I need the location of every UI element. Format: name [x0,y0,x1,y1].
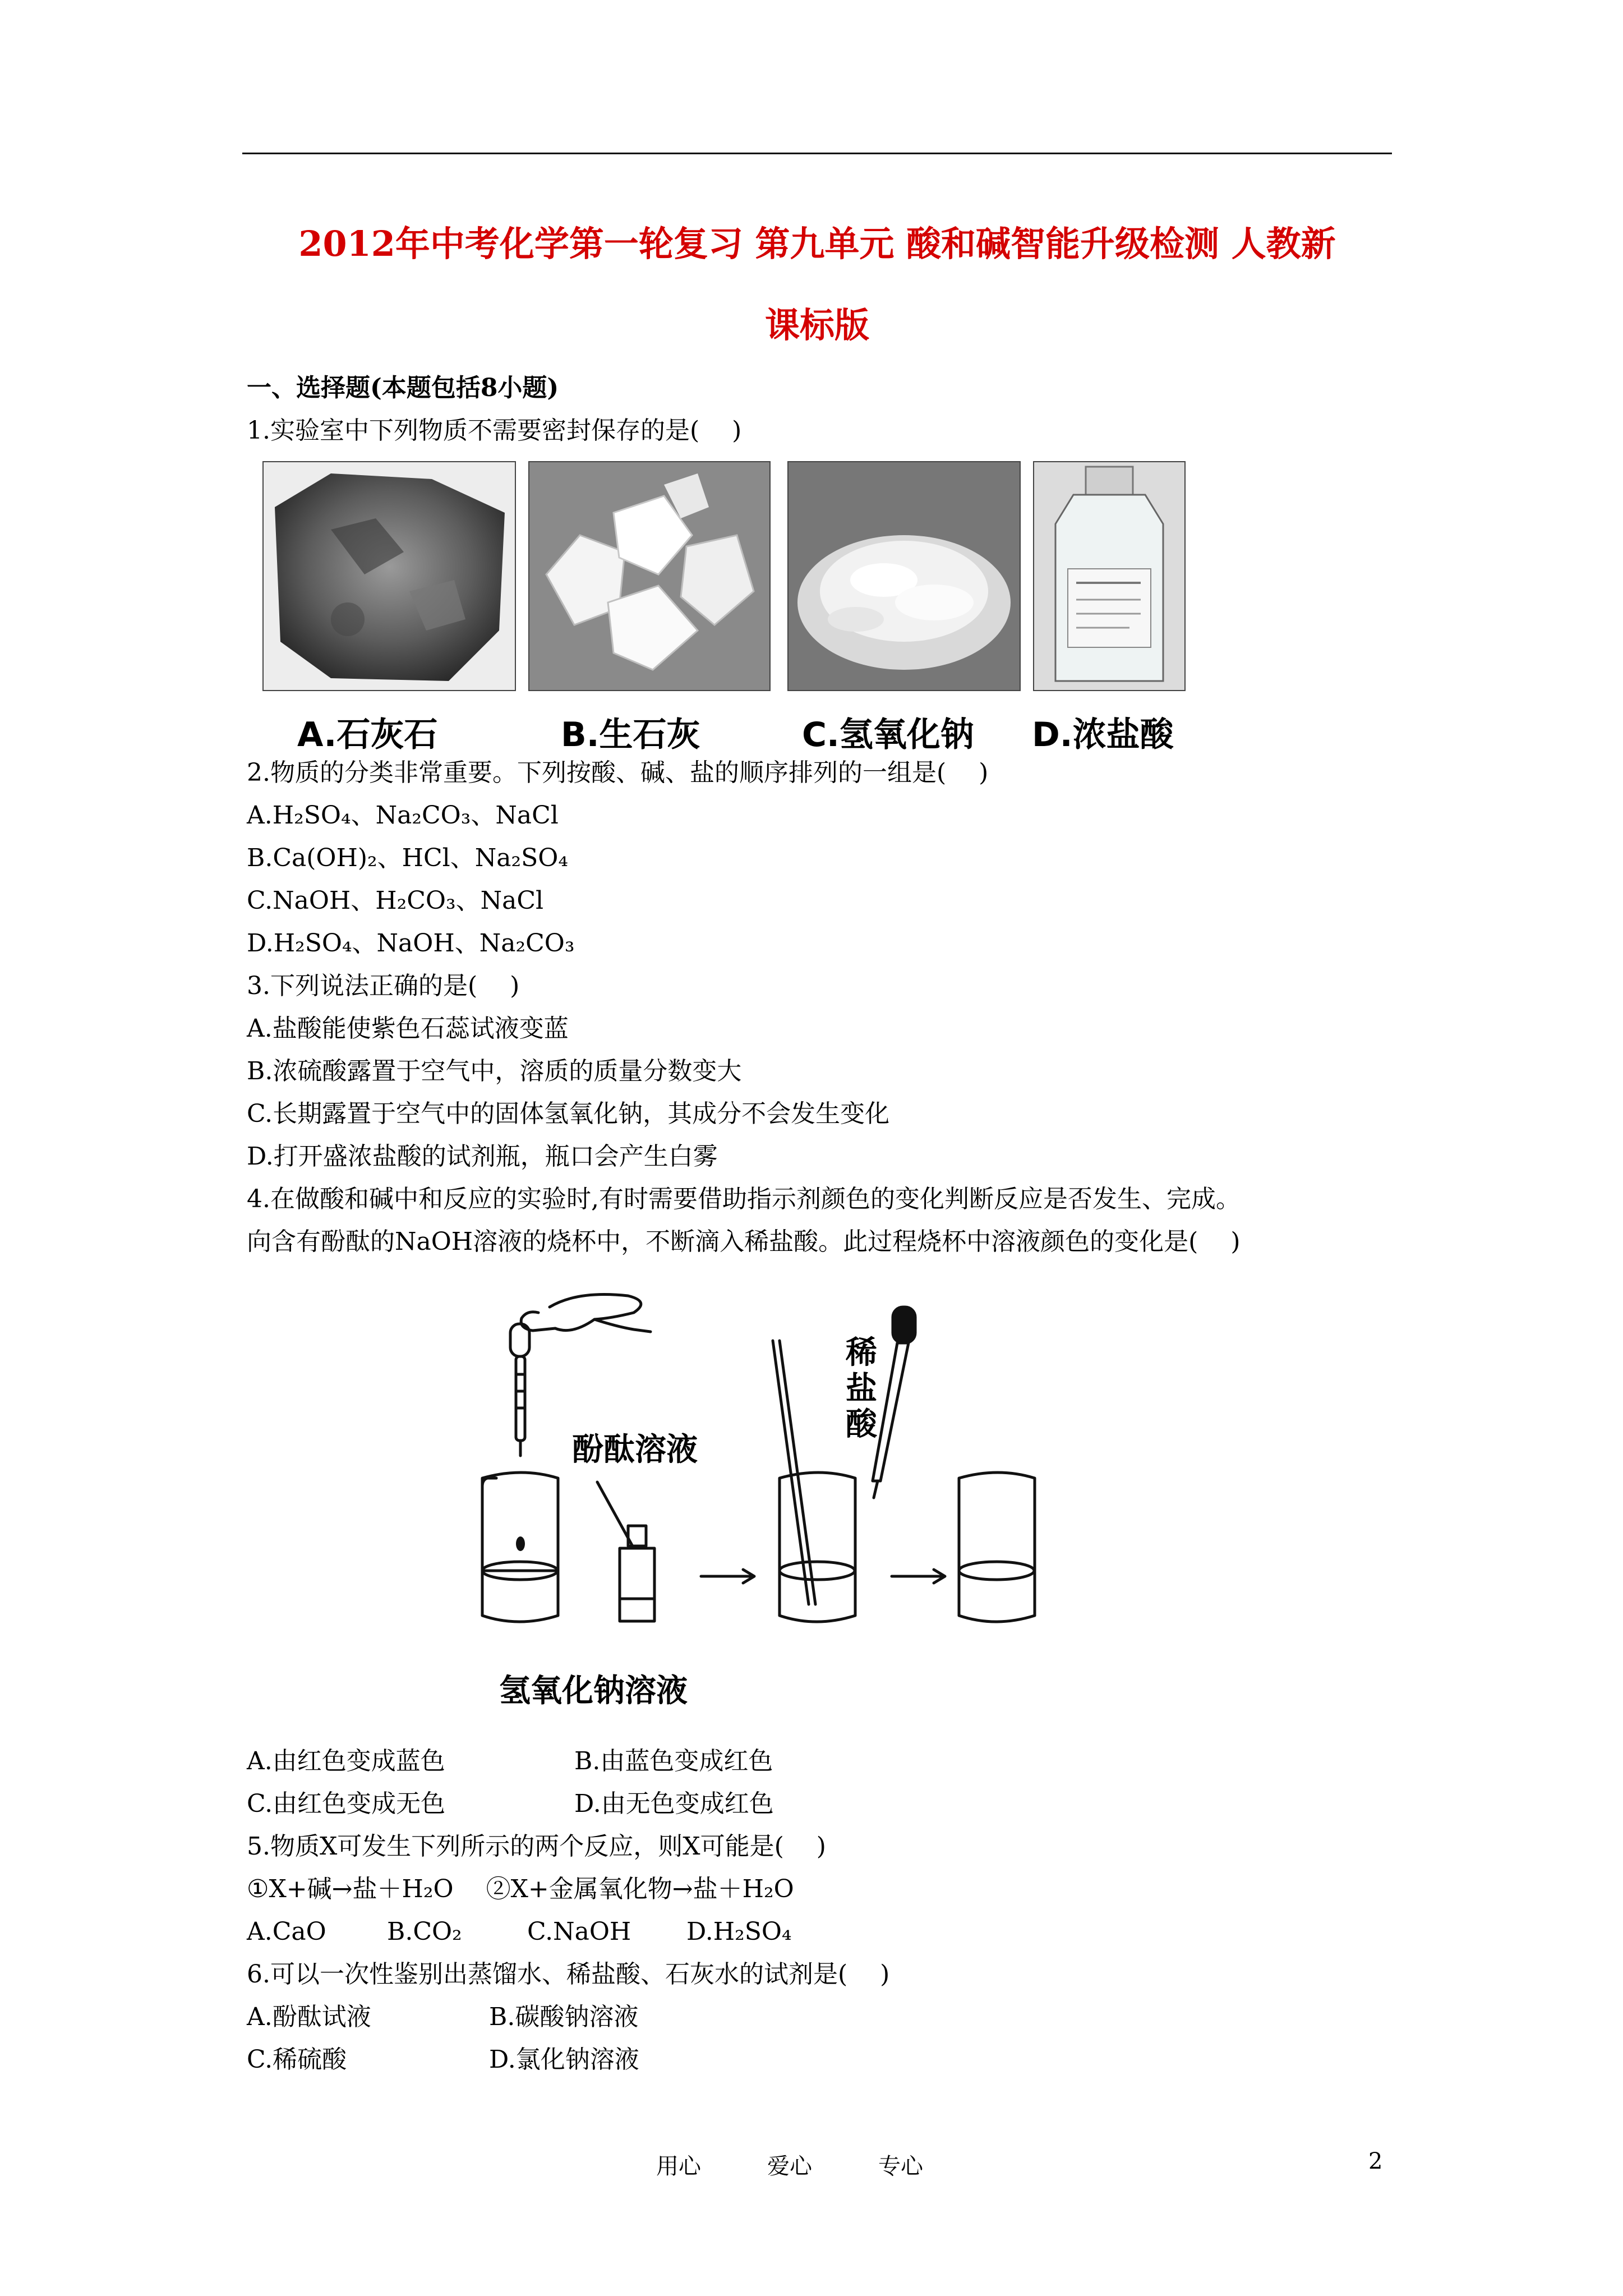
question-2-stem: 2.物质的分类非常重要。下列按酸、碱、盐的顺序排列的一组是( ) [247,758,989,787]
question-2-option-a: A.H₂SO₄、Na₂CO₃、NaCl [247,801,559,830]
question-2-option-b: B.Ca(OH)₂、HCl、Na₂SO₄ [247,844,568,872]
footer-motto-1: 用心 [656,2154,701,2179]
limestone-photo [262,461,516,691]
question-4-option-b: B.由蓝色变成红色 [574,1747,773,1775]
question-5-stem: 5.物质X可发生下列所示的两个反应，则X可能是( ) [247,1832,826,1861]
question-6-option-a: A.酚酞试液 [247,2003,371,2031]
acid-dropper-bulb [893,1307,915,1343]
footer-motto-3: 专心 [878,2154,923,2179]
sodium-hydroxide-photo [787,461,1021,691]
quicklime-photo [528,461,771,691]
question-5-option-c: C.NaOH [527,1917,631,1946]
label-dilute-hydrochloric-acid: 稀盐酸 [846,1335,877,1443]
question-6-option-c: C.稀硫酸 [247,2045,347,2074]
header-rule [242,153,1392,154]
indicator-drop [516,1536,525,1551]
question-6-option-b: B.碳酸钠溶液 [489,2003,639,2031]
beaker-3 [959,1473,1035,1622]
question-3-option-b: B.浓硫酸露置于空气中，溶质的质量分数变大 [247,1057,742,1085]
question-4-option-d: D.由无色变成红色 [574,1789,774,1818]
question-4-option-a: A.由红色变成蓝色 [247,1747,445,1775]
caption-c-sodium-hydroxide: C.氢氧化钠 [802,715,974,754]
neutralization-experiment-diagram [465,1285,1183,1728]
caption-a-limestone: A.石灰石 [297,715,438,754]
question-4-stem-line-1: 4.在做酸和碱中和反应的实验时,有时需要借助指示剂颜色的变化判断反应是否发生、完成。 [247,1185,1241,1213]
question-4-option-c: C.由红色变成无色 [247,1789,446,1818]
question-5-option-b: B.CO₂ [387,1917,462,1946]
hand-outline [550,1295,651,1332]
question-1-stem: 1.实验室中下列物质不需要密封保存的是( ) [247,416,742,445]
hydrochloric-acid-bottle-photo [1033,461,1186,691]
page-title-line-1: 2012年中考化学第一轮复习 第九单元 酸和碱智能升级检测 人教新 [298,223,1336,264]
indicator-bottle [620,1548,654,1621]
label-sodium-hydroxide-solution: 氢氧化钠溶液 [499,1673,688,1709]
beaker-2 [780,1473,855,1622]
caption-d-hydrochloric-acid: D.浓盐酸 [1032,715,1174,754]
question-5-reactions: ①X+碱→盐＋H₂O ②X+金属氧化物→盐＋H₂O [247,1875,794,1903]
dropper-tube [516,1356,525,1441]
question-2-option-d: D.H₂SO₄、NaOH、Na₂CO₃ [247,929,575,958]
question-6-option-d: D.氯化钠溶液 [489,2045,639,2074]
question-5-option-a: A.CaO [247,1917,326,1946]
question-4-stem-line-2: 向含有酚酞的NaOH溶液的烧杯中，不断滴入稀盐酸。此过程烧杯中溶液颜色的变化是( ) [247,1227,1241,1256]
question-3-option-a: A.盐酸能使紫色石蕊试液变蓝 [247,1014,569,1043]
footer-motto-2: 爱心 [767,2154,812,2179]
question-6-stem: 6.可以一次性鉴别出蒸馏水、稀盐酸、石灰水的试剂是( ) [247,1960,890,1989]
question-3-stem: 3.下列说法正确的是( ) [247,972,520,1000]
question-5-option-d: D.H₂SO₄ [686,1917,792,1946]
page-title-line-2: 课标版 [764,305,869,346]
label-phenolphthalein-solution: 酚酞溶液 [572,1432,698,1468]
question-3-option-c: C.长期露置于空气中的固体氢氧化钠，其成分不会发生变化 [247,1099,890,1128]
question-3-option-d: D.打开盛浓盐酸的试剂瓶，瓶口会产生白雾 [247,1142,718,1171]
section-heading: 一、选择题(本题包括8小题) [247,374,559,402]
page-number: 2 [1368,2148,1383,2174]
caption-b-quicklime: B.生石灰 [561,715,700,754]
question-2-option-c: C.NaOH、H₂CO₃、NaCl [247,886,544,915]
